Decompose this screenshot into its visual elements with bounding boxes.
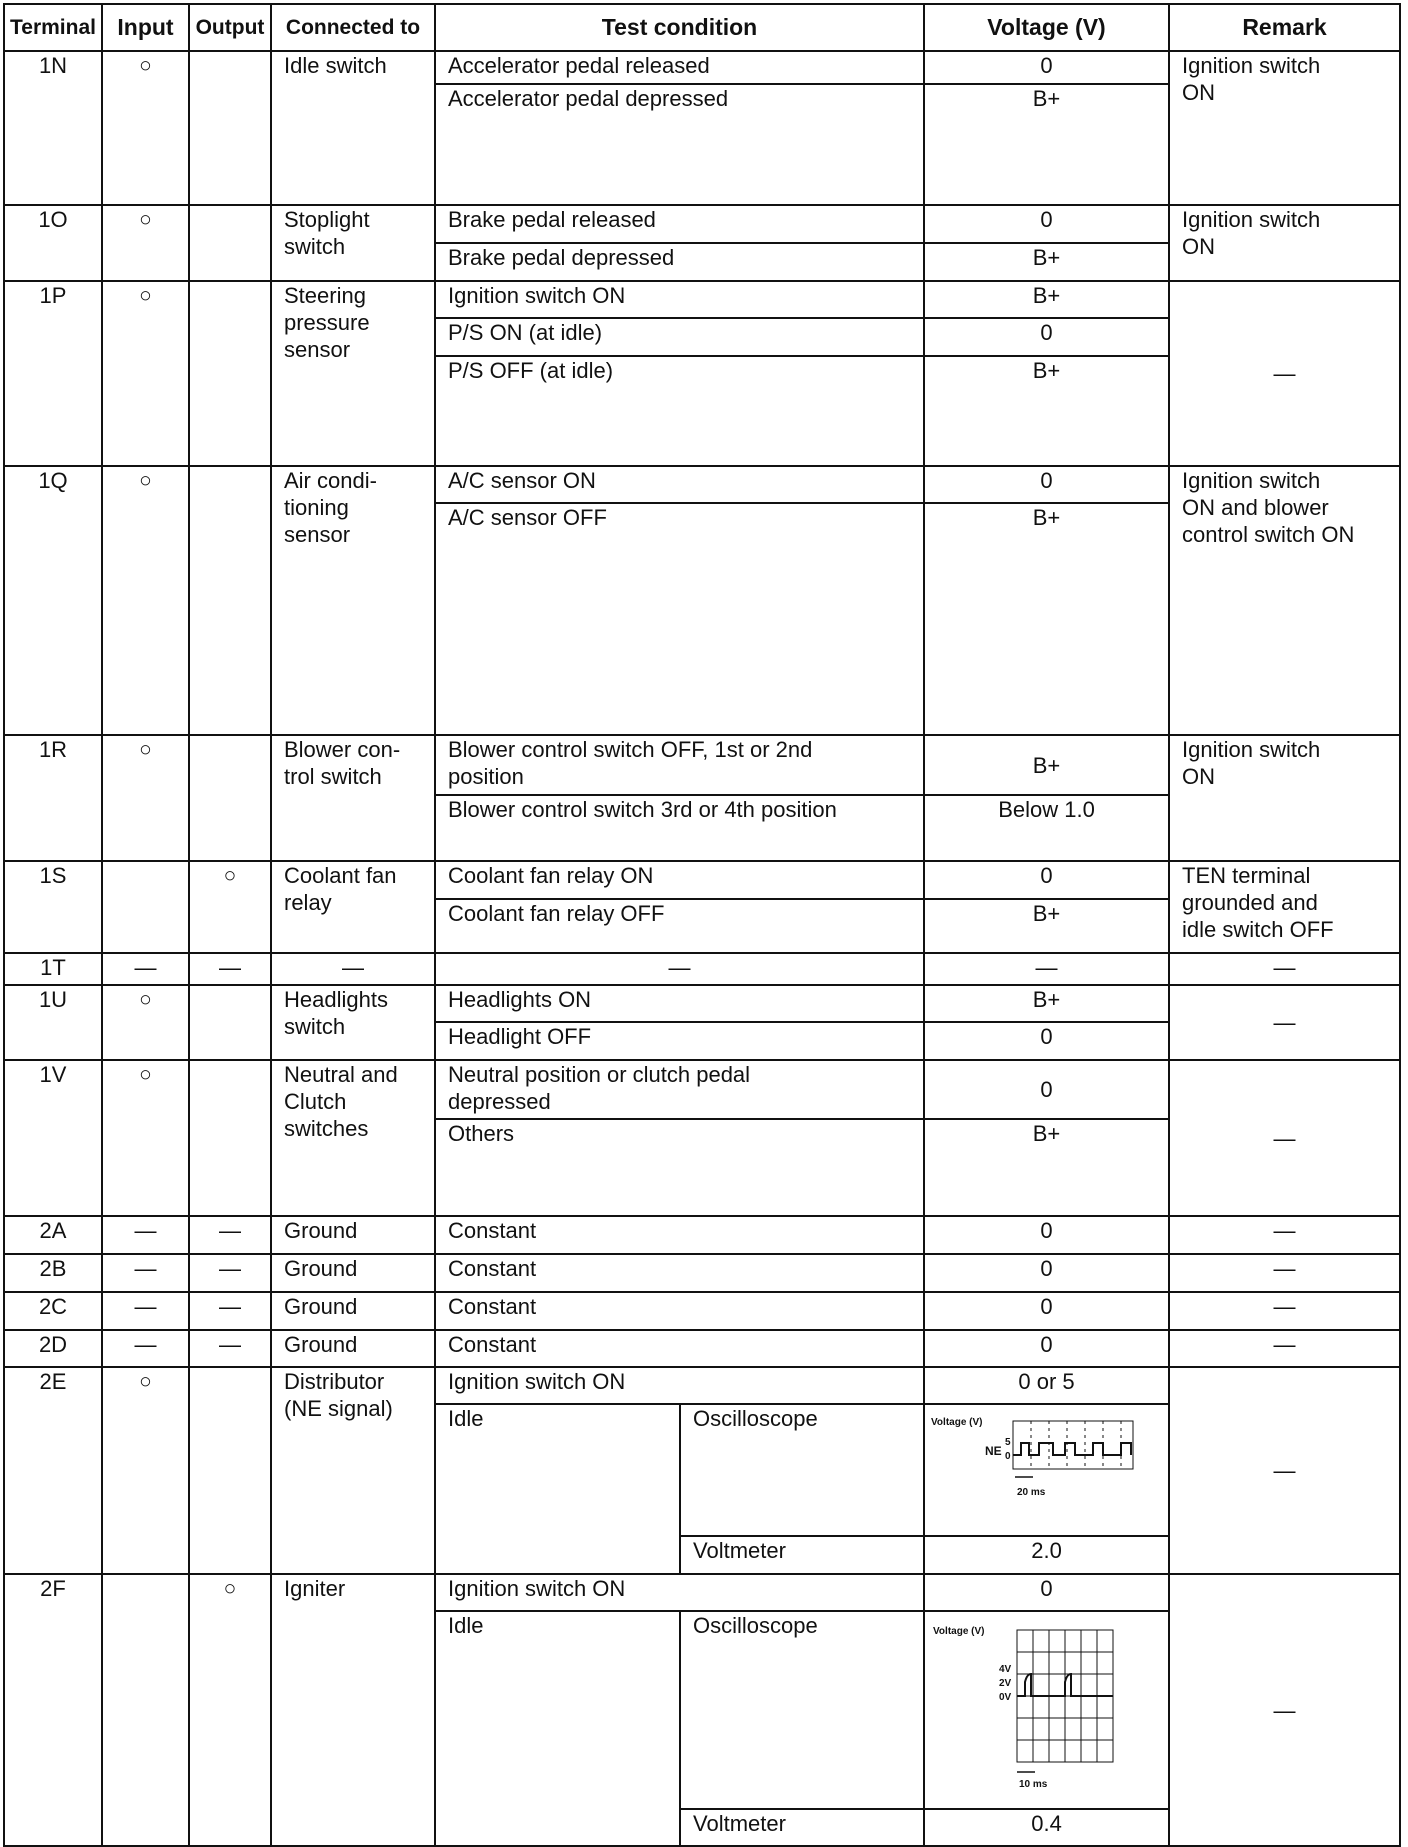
terminal-cell: 1U bbox=[4, 985, 102, 1060]
connected-to-cell: Idle switch bbox=[271, 51, 435, 205]
remark-cell: — bbox=[1169, 1574, 1400, 1846]
scope-time-label: 10 ms bbox=[1019, 1779, 1048, 1790]
terminal-cell: 1P bbox=[4, 281, 102, 466]
test-condition-cell: Brake pedal released bbox=[435, 205, 924, 243]
voltage-cell: B+ bbox=[924, 503, 1169, 735]
voltage-cell: 0 bbox=[924, 1330, 1169, 1367]
terminal-cell: 1R bbox=[4, 735, 102, 861]
ne-signal-waveform bbox=[925, 1405, 1169, 1529]
connected-to-cell: Stoplight switch bbox=[271, 205, 435, 281]
voltage-cell: 0 bbox=[924, 1216, 1169, 1254]
connected-to-cell: Neutral and Clutch switches bbox=[271, 1060, 435, 1216]
table-row bbox=[4, 205, 1400, 243]
connected-to-cell: Ground bbox=[271, 1254, 435, 1292]
connected-to-cell: Igniter bbox=[271, 1574, 435, 1846]
input-mark: ○ bbox=[102, 466, 189, 735]
header-input: Input bbox=[102, 4, 189, 51]
scope-ylabel: Voltage (V) bbox=[931, 1417, 983, 1428]
scope-bottom-label: 0 bbox=[1005, 1451, 1011, 1462]
voltage-cell: 0 bbox=[924, 205, 1169, 243]
idle-cell: Idle bbox=[435, 1404, 680, 1574]
output-cell bbox=[189, 51, 271, 205]
header-output: Output bbox=[189, 4, 271, 51]
output-cell bbox=[189, 466, 271, 735]
output-mark: — bbox=[189, 953, 271, 985]
terminal-cell: 1S bbox=[4, 861, 102, 953]
remark-cell: — bbox=[1169, 1060, 1400, 1216]
input-mark: — bbox=[102, 1216, 189, 1254]
connected-to-cell: Ground bbox=[271, 1292, 435, 1330]
input-mark: ○ bbox=[102, 51, 189, 205]
scope-top-label: 5 bbox=[1005, 1437, 1011, 1448]
test-condition-cell: Ignition switch ON bbox=[435, 1367, 924, 1404]
output-cell bbox=[189, 985, 271, 1060]
voltage-cell: Below 1.0 bbox=[924, 795, 1169, 861]
scope-2v-label: 2V bbox=[999, 1678, 1012, 1689]
igniter-signal-waveform bbox=[925, 1612, 1169, 1802]
idle-cell: Idle bbox=[435, 1611, 680, 1846]
voltage-cell: B+ bbox=[924, 243, 1169, 281]
terminal-cell: 2A bbox=[4, 1216, 102, 1254]
header-row bbox=[4, 4, 1400, 51]
remark-cell: — bbox=[1169, 1367, 1400, 1574]
test-condition-cell: A/C sensor ON bbox=[435, 466, 924, 503]
test-condition-cell: P/S ON (at idle) bbox=[435, 318, 924, 356]
input-cell bbox=[102, 1574, 189, 1846]
terminal-cell: 1O bbox=[4, 205, 102, 281]
terminal-voltage-table bbox=[3, 3, 1401, 1847]
voltage-cell: B+ bbox=[924, 356, 1169, 466]
terminal-cell: 1Q bbox=[4, 466, 102, 735]
test-condition-cell: P/S OFF (at idle) bbox=[435, 356, 924, 466]
voltage-cell: 0 bbox=[924, 466, 1169, 503]
voltage-cell: 0 bbox=[924, 1060, 1169, 1119]
voltage-cell: B+ bbox=[924, 281, 1169, 318]
scope-0v-label: 0V bbox=[999, 1692, 1012, 1703]
table-row bbox=[4, 51, 1400, 84]
remark-cell: — bbox=[1169, 1216, 1400, 1254]
terminal-cell: 2B bbox=[4, 1254, 102, 1292]
voltage-cell: B+ bbox=[924, 84, 1169, 205]
table-row bbox=[4, 953, 1400, 985]
output-mark: — bbox=[189, 1216, 271, 1254]
table-row bbox=[4, 735, 1400, 795]
output-cell bbox=[189, 205, 271, 281]
output-mark: ○ bbox=[189, 861, 271, 953]
test-condition-cell: Constant bbox=[435, 1330, 924, 1367]
voltage-cell: 0.4 bbox=[924, 1809, 1169, 1846]
header-test-condition: Test condition bbox=[435, 4, 924, 51]
input-mark: ○ bbox=[102, 1060, 189, 1216]
input-mark: ○ bbox=[102, 281, 189, 466]
test-condition-cell: Neutral position or clutch pedal depressed bbox=[435, 1060, 924, 1119]
oscilloscope-cell: Oscilloscope bbox=[680, 1611, 924, 1809]
connected-to-cell: — bbox=[271, 953, 435, 985]
remark-cell: — bbox=[1169, 1330, 1400, 1367]
test-condition-cell: Constant bbox=[435, 1292, 924, 1330]
connected-to-cell: Headlights switch bbox=[271, 985, 435, 1060]
test-condition-cell: A/C sensor OFF bbox=[435, 503, 924, 735]
test-condition-cell: Accelerator pedal released bbox=[435, 51, 924, 84]
voltage-cell: 0 or 5 bbox=[924, 1367, 1169, 1404]
output-cell bbox=[189, 1367, 271, 1574]
connected-to-cell: Coolant fan relay bbox=[271, 861, 435, 953]
table-row bbox=[4, 1330, 1400, 1367]
table-row bbox=[4, 985, 1400, 1022]
output-cell bbox=[189, 281, 271, 466]
remark-cell: — bbox=[1169, 1254, 1400, 1292]
remark-cell: Ignition switch ON and blower control switch ON bbox=[1169, 466, 1400, 735]
terminal-cell: 2D bbox=[4, 1330, 102, 1367]
scope-4v-label: 4V bbox=[999, 1664, 1012, 1675]
voltage-cell: 2.0 bbox=[924, 1536, 1169, 1574]
oscilloscope-waveform bbox=[924, 1611, 1169, 1809]
terminal-cell: 2C bbox=[4, 1292, 102, 1330]
terminal-cell: 1N bbox=[4, 51, 102, 205]
remark-cell: Ignition switch ON bbox=[1169, 735, 1400, 861]
scope-signal-label: NE bbox=[985, 1444, 1002, 1458]
remark-cell: Ignition switch ON bbox=[1169, 205, 1400, 281]
output-cell bbox=[189, 735, 271, 861]
test-condition-cell: — bbox=[435, 953, 924, 985]
input-mark: ○ bbox=[102, 1367, 189, 1574]
connected-to-cell: Steering pressure sensor bbox=[271, 281, 435, 466]
test-condition-cell: Others bbox=[435, 1119, 924, 1216]
voltage-cell: 0 bbox=[924, 51, 1169, 84]
input-mark: — bbox=[102, 1292, 189, 1330]
voltage-cell: 0 bbox=[924, 1292, 1169, 1330]
input-mark: — bbox=[102, 953, 189, 985]
table-row bbox=[4, 281, 1400, 318]
voltage-cell: 0 bbox=[924, 1574, 1169, 1611]
input-cell bbox=[102, 861, 189, 953]
table-row bbox=[4, 1367, 1400, 1404]
terminal-cell: 1T bbox=[4, 953, 102, 985]
connected-to-cell: Ground bbox=[271, 1216, 435, 1254]
test-condition-cell: Coolant fan relay OFF bbox=[435, 899, 924, 953]
test-condition-cell: Blower control switch 3rd or 4th position bbox=[435, 795, 924, 861]
connected-to-cell: Distributor (NE signal) bbox=[271, 1367, 435, 1574]
test-condition-cell: Blower control switch OFF, 1st or 2nd position bbox=[435, 735, 924, 795]
voltmeter-cell: Voltmeter bbox=[680, 1536, 924, 1574]
remark-cell: — bbox=[1169, 1292, 1400, 1330]
remark-cell: — bbox=[1169, 281, 1400, 466]
voltage-cell: 0 bbox=[924, 861, 1169, 899]
voltage-cell: B+ bbox=[924, 899, 1169, 953]
scope-ylabel: Voltage (V) bbox=[933, 1626, 985, 1637]
test-condition-cell: Headlights ON bbox=[435, 985, 924, 1022]
remark-cell: TEN terminal grounded and idle switch OFF bbox=[1169, 861, 1400, 953]
output-cell bbox=[189, 1060, 271, 1216]
input-mark: ○ bbox=[102, 205, 189, 281]
voltmeter-cell: Voltmeter bbox=[680, 1809, 924, 1846]
header-voltage: Voltage (V) bbox=[924, 4, 1169, 51]
test-condition-cell: Ignition switch ON bbox=[435, 281, 924, 318]
scope-grid bbox=[1013, 1421, 1133, 1469]
terminal-cell: 2F bbox=[4, 1574, 102, 1846]
test-condition-cell: Coolant fan relay ON bbox=[435, 861, 924, 899]
test-condition-cell: Constant bbox=[435, 1216, 924, 1254]
table-row bbox=[4, 466, 1400, 503]
remark-cell: — bbox=[1169, 985, 1400, 1060]
oscilloscope-waveform bbox=[924, 1404, 1169, 1536]
input-mark: — bbox=[102, 1254, 189, 1292]
voltage-cell: 0 bbox=[924, 318, 1169, 356]
terminal-cell: 2E bbox=[4, 1367, 102, 1574]
test-condition-cell: Accelerator pedal depressed bbox=[435, 84, 924, 205]
header-remark: Remark bbox=[1169, 4, 1400, 51]
test-condition-cell: Headlight OFF bbox=[435, 1022, 924, 1060]
remark-cell: — bbox=[1169, 953, 1400, 985]
voltage-cell: B+ bbox=[924, 735, 1169, 795]
table-row bbox=[4, 1254, 1400, 1292]
input-mark: — bbox=[102, 1330, 189, 1367]
output-mark: — bbox=[189, 1330, 271, 1367]
voltage-cell: B+ bbox=[924, 1119, 1169, 1216]
connected-to-cell: Ground bbox=[271, 1330, 435, 1367]
connected-to-cell: Air condi- tioning sensor bbox=[271, 466, 435, 735]
output-mark: ○ bbox=[189, 1574, 271, 1846]
scope-time-label: 20 ms bbox=[1017, 1487, 1046, 1498]
voltage-cell: B+ bbox=[924, 985, 1169, 1022]
oscilloscope-cell: Oscilloscope bbox=[680, 1404, 924, 1536]
header-connected-to: Connected to bbox=[271, 4, 435, 51]
input-mark: ○ bbox=[102, 985, 189, 1060]
remark-cell: Ignition switch ON bbox=[1169, 51, 1400, 205]
table-row bbox=[4, 1216, 1400, 1254]
table-row bbox=[4, 861, 1400, 899]
terminal-cell: 1V bbox=[4, 1060, 102, 1216]
test-condition-cell: Ignition switch ON bbox=[435, 1574, 924, 1611]
voltage-cell: 0 bbox=[924, 1254, 1169, 1292]
voltage-cell: — bbox=[924, 953, 1169, 985]
table-row bbox=[4, 1292, 1400, 1330]
table-row bbox=[4, 1060, 1400, 1119]
output-mark: — bbox=[189, 1292, 271, 1330]
output-mark: — bbox=[189, 1254, 271, 1292]
input-mark: ○ bbox=[102, 735, 189, 861]
connected-to-cell: Blower con- trol switch bbox=[271, 735, 435, 861]
table-row bbox=[4, 1574, 1400, 1611]
test-condition-cell: Constant bbox=[435, 1254, 924, 1292]
test-condition-cell: Brake pedal depressed bbox=[435, 243, 924, 281]
voltage-cell: 0 bbox=[924, 1022, 1169, 1060]
header-terminal: Terminal bbox=[4, 4, 102, 51]
